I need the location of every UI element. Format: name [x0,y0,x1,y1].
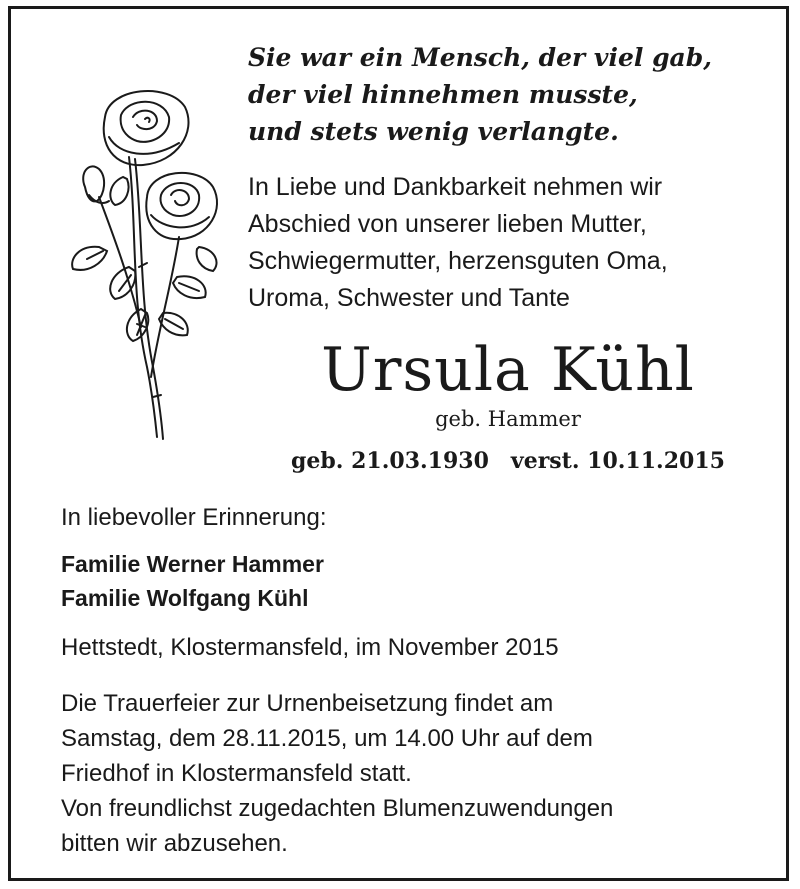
quote-line: und stets wenig verlangte. [248,117,619,146]
funeral-service-info [61,686,781,861]
life-dates [248,444,768,478]
quote-line: Sie war ein Mensch, der viel gab, [248,43,712,72]
service-line: Die Trauerfeier zur Urnenbeisetzung findet am [61,690,554,717]
farewell-line: In Liebe und Dankbarkeit nehmen wir [248,173,663,201]
memory-heading: In liebevoller Erinnerung: [61,504,327,531]
birth-date: geb. 21.03.1930 [291,448,489,474]
death-date: verst. 10.11.2015 [510,448,725,474]
farewell-text [248,169,768,317]
service-line: Von freundlichst zugedachten Blumenzuwendungen [61,795,614,822]
quote-line: der viel hinnehmen musste, [248,80,638,109]
farewell-line: Uroma, Schwester und Tante [248,284,570,312]
obituary-notice [8,6,789,881]
service-line: Friedhof in Klostermansfeld statt. [61,760,412,787]
family-name: Familie Werner Hammer [61,551,324,577]
memorial-quote [248,39,768,150]
deceased-name: Ursula Kühl [321,335,695,405]
service-line: Samstag, dem 28.11.2015, um 14.00 Uhr auf dem [61,725,593,752]
farewell-line: Abschied von unserer lieben Mutter, [248,210,647,238]
rose-illustration-icon [59,77,239,447]
maiden-name: geb. Hammer [435,407,581,431]
mourning-families [61,547,324,615]
farewell-line: Schwiegermutter, herzensguten Oma, [248,247,668,275]
family-name: Familie Wolfgang Kühl [61,585,309,611]
service-line: bitten wir abzusehen. [61,830,288,857]
place-and-date: Hettstedt, Klostermansfeld, im November 2015 [61,634,559,661]
